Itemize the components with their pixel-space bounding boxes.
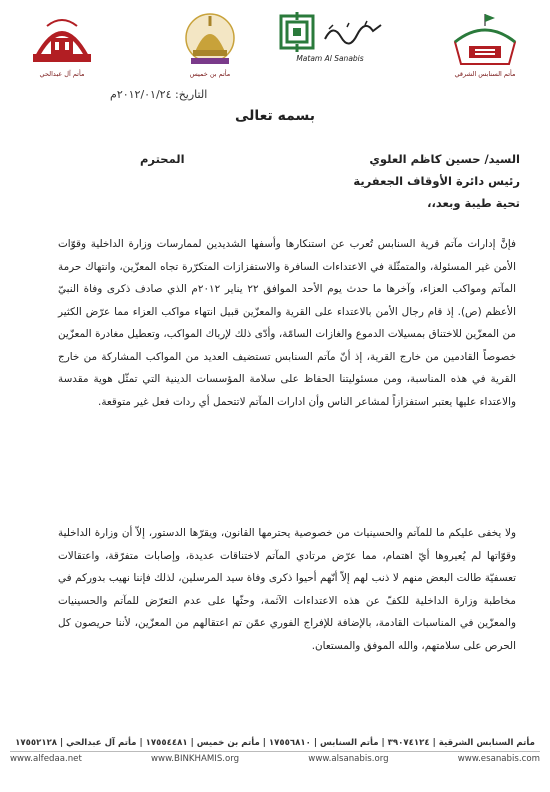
recipient-name: السيد/ حسين كاظم العلوي <box>369 152 520 166</box>
flag-crest-icon <box>445 12 525 68</box>
footer-contacts: مأتم السنابس الشرقية | ٣٩٠٧٤١٢٤ | مأتم السنابس | ١٧٥٥٦٨١٠ | مأتم بن خميس | ١٧٥٥٤٤٨١ | مأتم آل عبدالحي | ١٧٥٥٢١٢٨ <box>15 738 535 748</box>
website-link[interactable]: www.esanabis.com <box>457 754 540 764</box>
calligraphy-wordmark-icon <box>323 19 383 45</box>
body-paragraph-2: ولا يخفى عليكم ما للمآتم والحسينيات من خصوصية يحترمها القانون، ويقرّها الدستور، إلاّ أن وزارة الداخلية وقوّاتها لم يُعيروها أيّ اهتمام، مما عرّض مرتادي المآتم لاختناقات عديدة، وإصابات متفرّقة، واعتقالات تعسفيّة طالت البعض منهم لا ذنب لهم إلاّ أنّهم أحيوا ذكرى وفاة سيد المرسلين، لذلك فإننا نهيب بدوركم في مخاطبة وزارة الداخلية للكفّ عن هذه الاعتداءات الآثمة، وحثّها على عدم التعرّض للمآتم والحسينيات والمعزّين في المناسبات القادمة، بالإضافة للإفراج الفوري عمّن تم اعتقالهم من المعزّين، لأننا حريصون كل الحرص على سلامتهم، والله الموفق والمستعان. <box>58 527 516 652</box>
body-paragraph-1: فإنَّ إدارات مآتم قرية السنابس تُعرب عن استنكارها وأسفها الشديدين لممارسات وزارة الداخلية وقوّات الأمن غير المسئولة، والمتمثّلة في الاعتداءات السافرة والاستفزازات المتكرّرة تجاه المعزّين، وانتهاك حرمة المآتم ومواكب العزاء، وآخرها ما حدث يوم الأحد الموافق ٢٢ يناير ٢٠١٢م الذي صادف ذكرى وفاة النبيّ الأعظم (ص). إذ قام رجال الأمن بالاعتداء على القرية والمعزّين قبيل انتهاء مواكب العزاء مما عرّض الكثير من المعزّين للاختناق بمسيلات الدموع والغازات السامّة، وأدّى ذلك لإرباك المواكب، وتعطيل مغادرة المعزّين خصوصاً القادمين من خارج القرية، إذ أنّ مآتم السنابس تستضيف العديد من المواكب المشاركة من خارج القرية في هذه المناسبة، ومن مسئوليتنا الحفاظ على سلامة المؤسسات الدينية التي تمثّل هوية مقدسة والاعتداء عليها يعتبر استفزازاً لمشاعر الناس وأن ادارات المآتم لاتتحمل أي ردات فعل غير متوقعة. <box>58 238 516 408</box>
sanabis-eastern-logo <box>440 12 530 82</box>
recipient-title: رئيس دائرة الأوقاف الجعفرية <box>353 174 520 188</box>
logo-caption: مأتم السنابس الشرقي <box>454 70 516 78</box>
alfedaa-logo <box>22 12 102 82</box>
golden-dome-icon <box>185 12 235 68</box>
logo-caption: مأتم بن خميس <box>189 70 231 78</box>
footer-websites <box>10 754 540 764</box>
logo-header <box>0 12 550 82</box>
recipient-honorific: المحترم <box>140 152 185 166</box>
alsanabis-logo <box>275 12 385 82</box>
logo-caption: مأتم آل عبدالحي <box>39 70 85 78</box>
website-link[interactable]: www.BINKHAMIS.org <box>151 754 240 764</box>
mosque-dome-icon <box>27 12 97 68</box>
binkhamis-logo <box>180 12 240 82</box>
letter-date: التاريخ: ٢٠١٢/٠١/٢٤م <box>110 88 208 101</box>
geometric-emblem-icon <box>277 12 317 52</box>
recipient-line <box>140 152 520 166</box>
footer-divider <box>10 751 540 752</box>
greeting: تحية طيبة وبعد،، <box>427 196 520 210</box>
logo-caption: Matam Al Sanabis <box>296 54 364 63</box>
website-link[interactable]: www.alsanabis.org <box>308 754 389 764</box>
basmala-heading: بسمه تعالى <box>234 108 316 124</box>
website-link[interactable]: www.alfedaa.net <box>10 754 82 764</box>
